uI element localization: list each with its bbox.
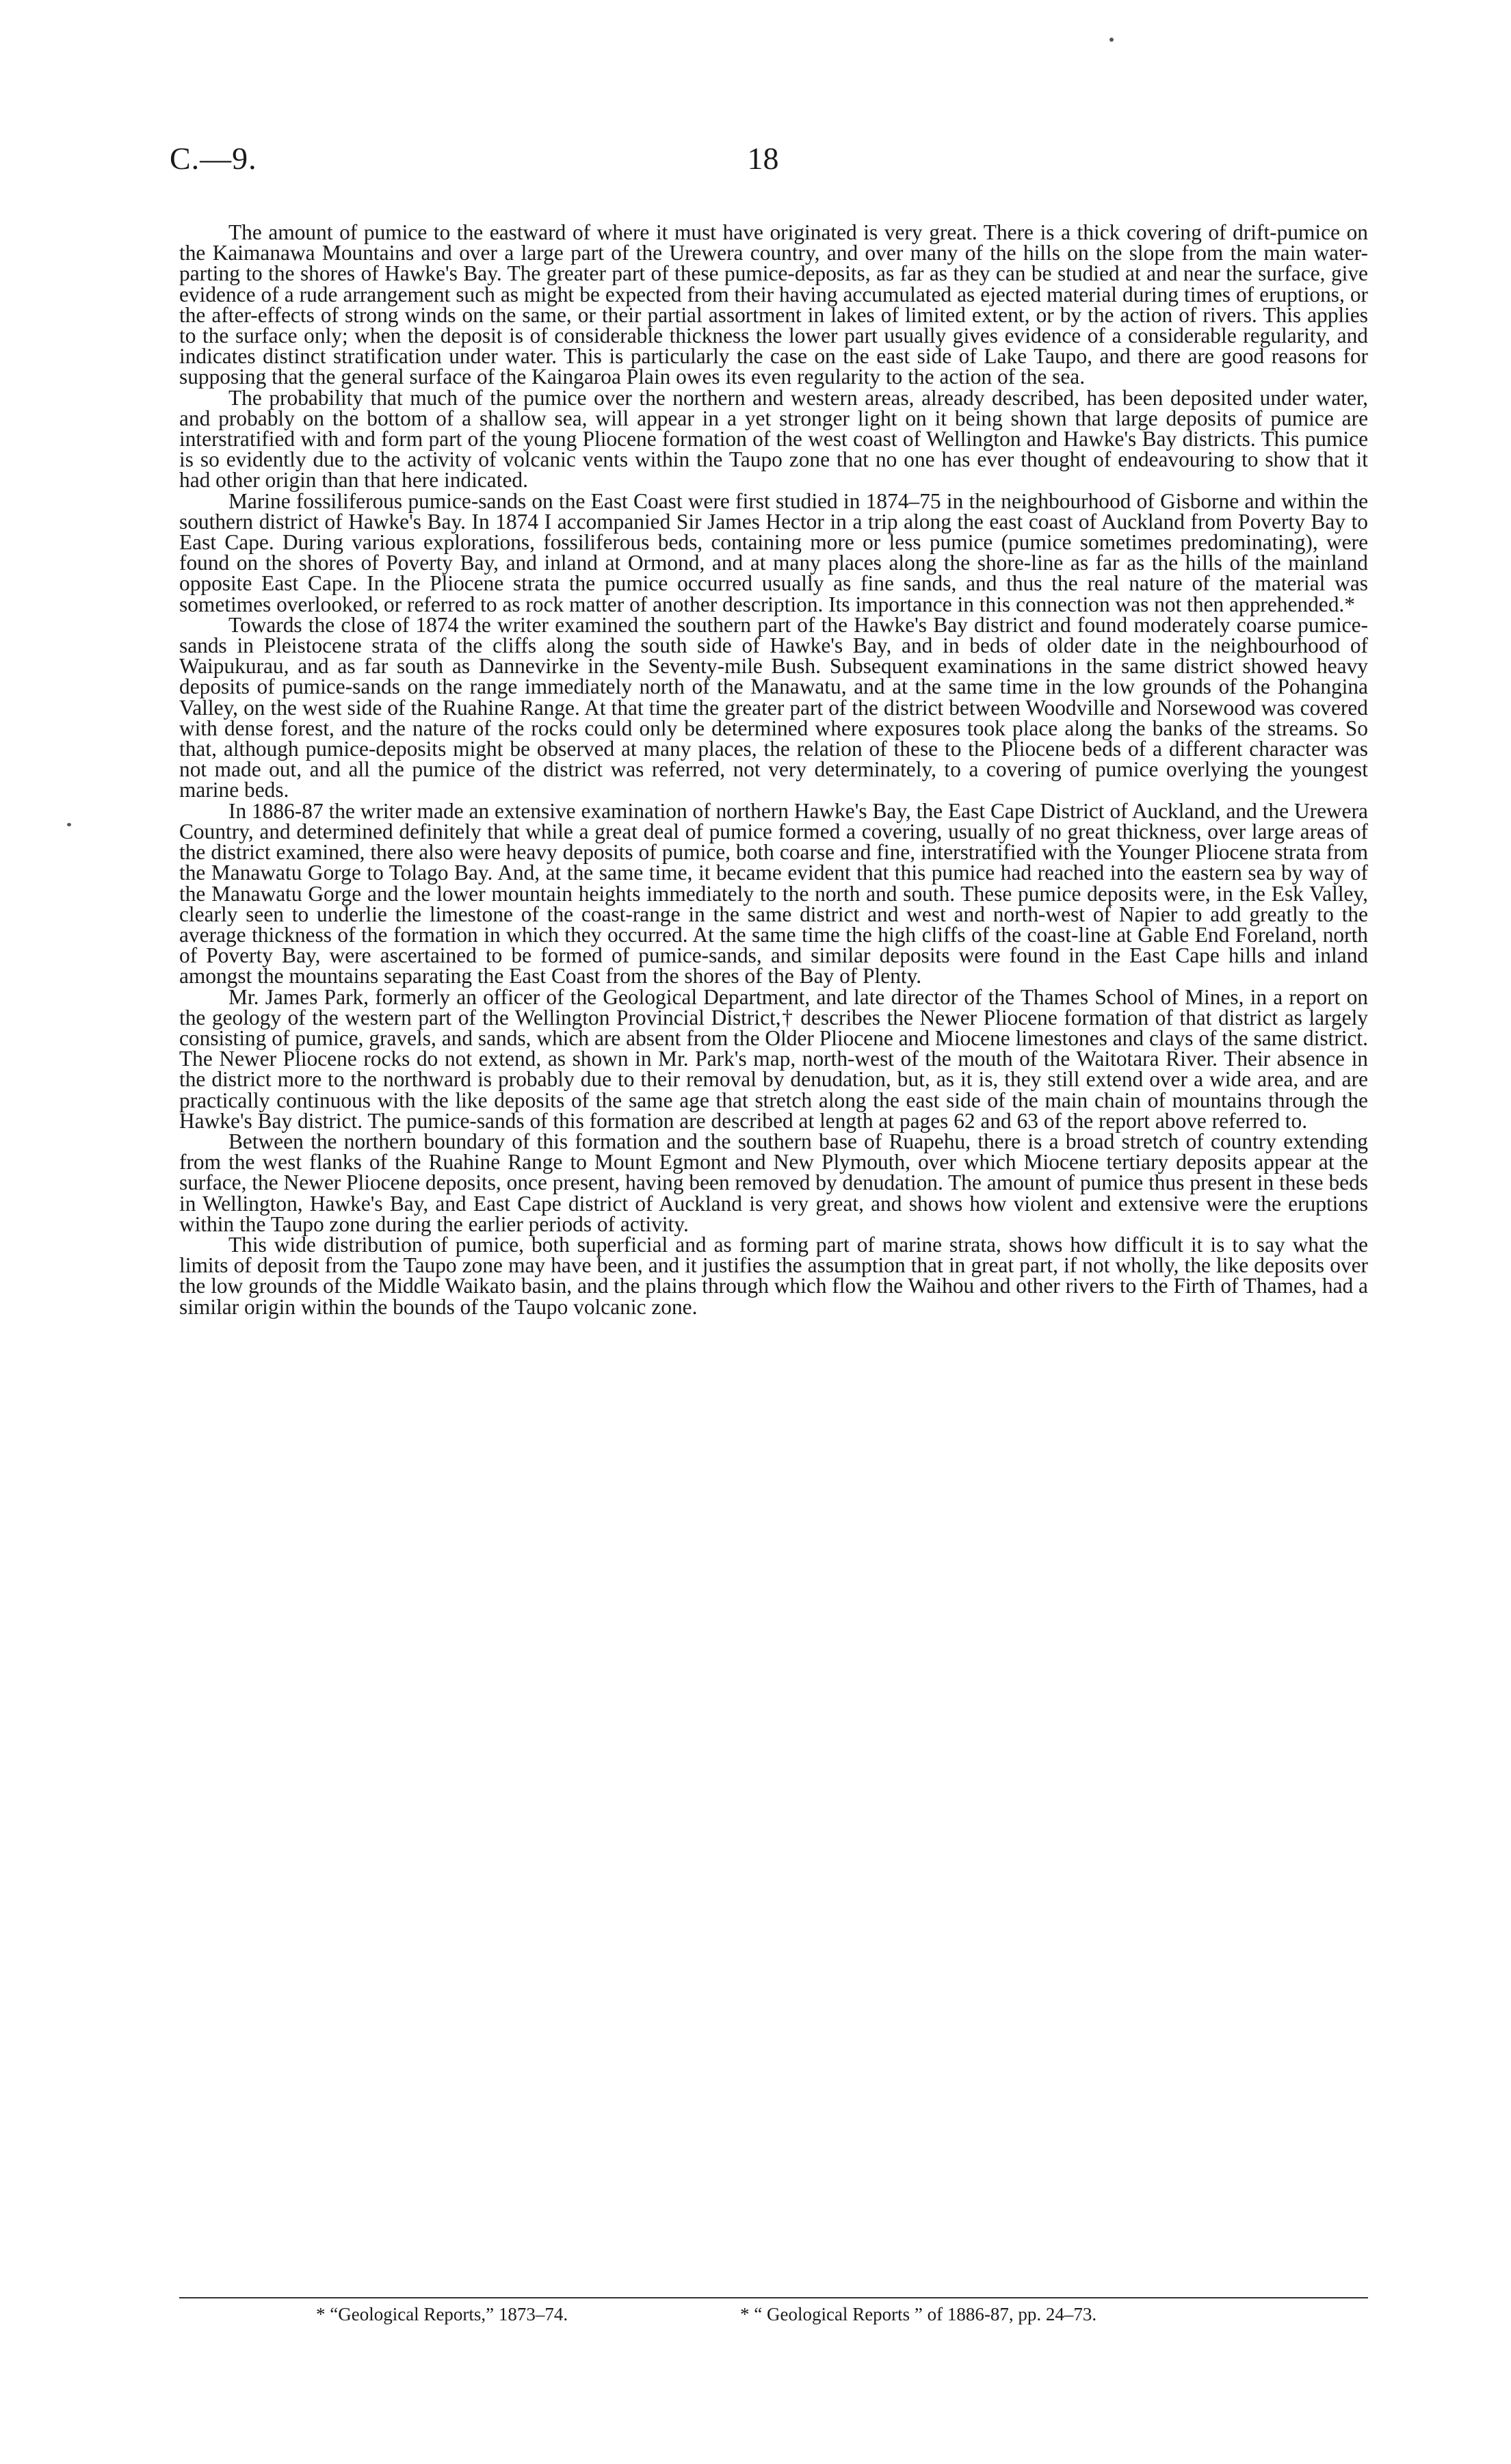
paragraph-east-coast-pumice-sands: Marine fossiliferous pumice-sands on the East Coast were first studied in 1874–75 in the neighbourhood of Gisborne and within the southern district of Hawke's Bay. In 1874 I accompanied Sir James Hector in a trip along the east coast of Auckland from Poverty Bay to East Cape. During various explorations, fossiliferous beds, containing more or less pumice (pumice sometimes predominating), were found on the shores of Poverty Bay, and inland at Ormond, and at many places along the shore-line as far as the hills of the mainland opposite East Cape. In the Pliocene strata the pumice occurred usually as fine sands, and thus the real nature of the material was sometimes overlooked, or referred to as rock matter of another description. Its importance in this connection was not then apprehended.* <box>179 488 1368 616</box>
paragraph-wide-distribution: This wide distribution of pumice, both superficial and as forming part of marine strata, shows how difficult it is to say what the limits of deposit from the Taupo zone may have been, and it justifies the assumption that in great part, if not wholly, the like deposits over the low grounds of the Middle Waikato basin, and the plains through which flow the Waihou and other rivers to the Firth of Thames, had a similar origin within the bounds of the Taupo volcanic zone. <box>179 1232 1368 1319</box>
page-number: 18 <box>747 141 779 176</box>
footnote-divider <box>179 2297 1368 2298</box>
footnote-2: * “ Geological Reports ” of 1886-87, pp. 24–73. <box>740 2304 1097 2324</box>
footnotes <box>179 2304 1368 2331</box>
paragraph-hawkes-bay-1874: Towards the close of 1874 the writer examined the southern part of the Hawke's Bay district and found moderately coarse pumice-sands in Pleistocene strata of the cliffs along the south side of Hawke's Bay, and in beds of older date in the neighbourhood of Waipukurau, and as far south as Dannevirke in the Seventy-mile Bush. Subsequent examinations in the same district showed heavy deposits of pumice-sands on the range immediately north of the Manawatu, and at the same time in the low grounds of the Pohangina Valley, on the west side of the Ruahine Range. At that time the greater part of the district between Woodville and Norsewood was covered with dense forest, and the nature of the rocks could only be determined where exposures took place along the banks of the streams. So that, although pumice-deposits might be observed at many places, the relation of these to the Pliocene beds of a different character was not made out, and all the pumice of the district was referred, not very determinately, to a covering of pumice overlying the youngest marine beds. <box>179 612 1368 802</box>
paragraph-1886-examination: In 1886-87 the writer made an extensive examination of northern Hawke's Bay, the East Cape District of Auckland, and the Urewera Country, and determined definitely that while a great deal of pumice formed a covering, usually of no great thickness, over large areas of the district examined, there also were heavy deposits of pumice, both coarse and fine, interstratified with the Younger Pliocene strata from the Manawatu Gorge to Tolago Bay. And, at the same time, it became evident that this pumice had reached into the eastern sea by way of the Manawatu Gorge and the lower mountain heights immediately to the north and south. These pumice deposits were, in the Esk Valley, clearly seen to underlie the limestone of the coast-range in the same district and west and north-west of Napier to add greatly to the average thickness of the formation in which they occurred. At the same time the high cliffs of the coast-line at Gable End Foreland, north of Poverty Bay, were ascertained to be formed of pumice-sands, and similar deposits were found in the East Cape hills and inland amongst the mountains separating the East Coast from the shores of the Bay of Plenty. <box>179 798 1368 988</box>
scan-speck <box>67 823 71 826</box>
paragraph-james-park-report: Mr. James Park, formerly an officer of the Geological Department, and late director of the Thames School of Mines, in a report on the geology of the western part of the Wellington Provincial District,† describes the Newer Pliocene formation of that district as largely consisting of pumice, gravels, and sands, which are absent from the Older Pliocene and Miocene limestones and clays of the same district. The Newer Pliocene rocks do not extend, as shown in Mr. Park's map, north-west of the mouth of the Waitotara River. Their absence in the district more to the northward is probably due to their removal by denudation, but, as it is, they still extend over a wide area, and are practically continuous with the like deposits of the same age that stretch along the east side of the main chain of mountains through the Hawke's Bay district. The pumice-sands of this formation are described at length at pages 62 and 63 of the report above referred to. <box>179 984 1368 1133</box>
page-header <box>170 140 1356 195</box>
scan-speck <box>1109 38 1114 42</box>
document-reference: C.—9. <box>170 141 257 176</box>
paragraph-ruapehu-stretch: Between the northern boundary of this formation and the southern base of Ruapehu, there is a broad stretch of country extending from the west flanks of the Ruahine Range to Mount Egmont and New Plymouth, over which Miocene tertiary deposits appear at the surface, the Newer Pliocene deposits, once present, having been removed by denudation. The amount of pumice thus present in these beds in Wellington, Hawke's Bay, and East Cape district of Auckland is very great, and shows how violent and extensive were the eruptions within the Taupo zone during the earlier periods of activity. <box>179 1129 1368 1236</box>
paragraph-deposited-under-water: The probability that much of the pumice over the northern and western areas, already described, has been deposited under water, and probably on the bottom of a shallow sea, will appear in a yet stronger light on it being shown that large deposits of pumice are interstratified with and form part of the young Pliocene formation of the west coast of Wellington and Hawke's Bay districts. This pumice is so evidently due to the activity of volcanic vents within the Taupo zone that no one has ever thought of endeavouring to show that it had other origin than that here indicated. <box>179 385 1368 493</box>
paragraph-pumice-eastward: The amount of pumice to the eastward of where it must have originated is very great. There is a thick covering of drift-pumice on the Kaimanawa Mountains and over a large part of the Urewera country, and over many of the hills on the slope from the main water-parting to the shores of Hawke's Bay. The greater part of these pumice-deposits, as far as they can be studied at and near the surface, give evidence of a rude arrangement such as might be expected from their having accumulated as ejected material during times of eruptions, or the after-effects of strong winds on the same, or their partial assortment in lakes of limited extent, or by the action of rivers. This applies to the surface only; when the deposit is of considerable thickness the lower part usually gives evidence of a considerable regularity, and indicates distinct stratification under water. This is particularly the case on the east side of Lake Taupo, and there are good reasons for supposing that the general surface of the Kaingaroa Plain owes its even regularity to the action of the sea. <box>179 220 1368 389</box>
body-text <box>179 222 1368 1318</box>
footnote-1: * “Geological Reports,” 1873–74. <box>316 2304 568 2324</box>
